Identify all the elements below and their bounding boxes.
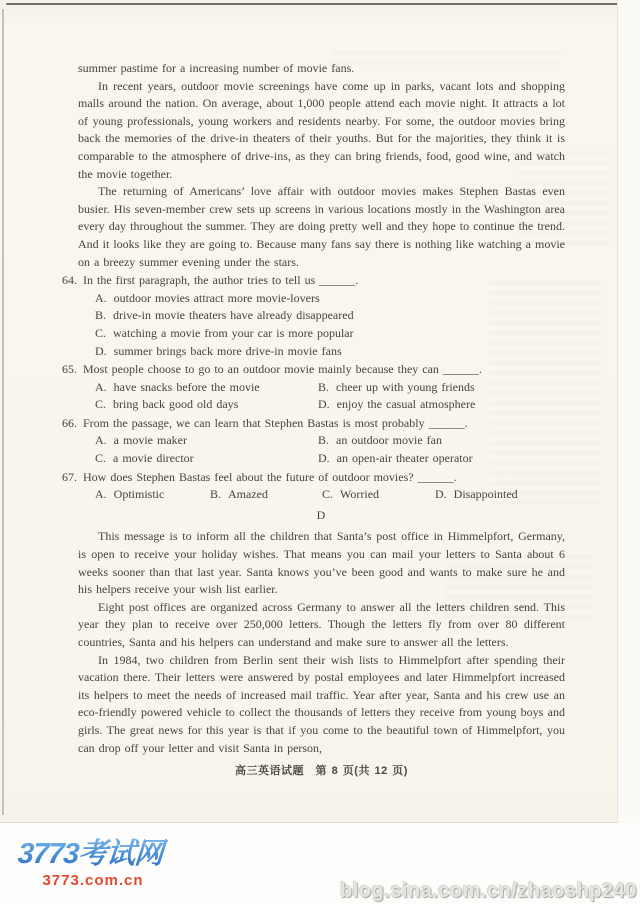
option-67a (95, 486, 210, 504)
option-text: outdoor movies attract more movie-lovers (113, 290, 320, 305)
option-67b (210, 486, 322, 504)
exam-text-content (62, 60, 565, 781)
scan-edge-top (6, 3, 630, 5)
option-key: A. (95, 433, 107, 448)
option-67d (435, 486, 565, 504)
option-key: D. (95, 343, 107, 358)
question-stem-text: Most people choose to go to an outdoor movie mainly because they can ______. (83, 362, 482, 377)
option-65a (95, 379, 318, 397)
site-logo-text: 3773考试网 (17, 831, 170, 872)
option-text: have snacks before the movie (113, 379, 260, 394)
option-key: B. (95, 308, 107, 323)
option-65c (95, 396, 318, 414)
question-stem-text: From the passage, we can learn that Stephen Bastas is most probably ______. (83, 415, 468, 430)
question-number: 66. (62, 415, 77, 430)
option-text: enjoy the casual atmosphere (336, 397, 476, 412)
option-text: an outdoor movie fan (336, 433, 442, 448)
options-two-column (95, 432, 565, 467)
question-67 (62, 469, 565, 504)
option-64c (95, 325, 565, 343)
option-key: C. (95, 397, 107, 412)
option-65d (318, 396, 565, 414)
question-stem (62, 415, 565, 433)
options-one-row (95, 486, 565, 504)
question-stem (62, 469, 565, 487)
option-text: summer brings back more drive-in movie fans (113, 343, 342, 358)
option-text: Disappointed (453, 487, 518, 502)
option-key: D. (435, 487, 447, 502)
question-stem-text: How does Stephen Bastas feel about the future of outdoor movies? ______. (83, 469, 457, 484)
option-key: C. (322, 487, 334, 502)
passage-d-paragraph: This message is to inform all the children that Santa’s post office in Himmelpfort, Germany, is open to receive your holiday wishes. That means you can mail your letters to Santa about 6 weeks sooner than that last year. Santa knows you’ve been good and wants to make sure he and his helpers receive your wish list earlier. (78, 529, 565, 597)
passage-c-paragraph: In recent years, outdoor movie screenings have come up in parks, vacant lots and shopping malls around the nation. On average, about 1,000 people attend each movie night. It attracts a lot of young professionals, young workers and residents nearby. For some, the outdoor movies bring back the memories of the drive-in theaters of their youths. But for the majorities, they think it is comparable to the atmosphere of drive-ins, as they can bring friends, food, good wine, and watch the movie together. (78, 78, 565, 181)
option-key: B. (318, 379, 330, 394)
question-number: 64. (62, 273, 77, 288)
option-key: B. (318, 433, 330, 448)
option-text: cheer up with young friends (336, 379, 475, 394)
section-d-heading: D (316, 507, 327, 522)
blog-watermark: blog.sina.com.cn/zhaoshp240 (340, 880, 637, 902)
scan-edge-left (2, 9, 4, 815)
question-list (62, 272, 565, 504)
question-number: 65. (62, 362, 77, 377)
option-64a (95, 290, 565, 308)
option-text: Worried (340, 487, 380, 502)
option-text: bring back good old days (113, 397, 239, 412)
page-footer: 高三英语试题 第 8 页(共 12 页) (235, 765, 408, 778)
option-key: B. (210, 487, 222, 502)
options-two-column (95, 379, 565, 414)
option-64d (95, 343, 565, 361)
question-65 (62, 361, 565, 414)
option-text: a movie director (113, 451, 194, 466)
option-key: D. (318, 451, 330, 466)
option-65b (318, 379, 565, 397)
option-text: an open-air theater operator (336, 451, 473, 466)
option-66a (95, 432, 318, 450)
option-key: A. (95, 290, 107, 305)
options-stacked (95, 290, 565, 360)
passage-d-paragraph: In 1984, two children from Berlin sent their wish lists to Himmelpfort after spending their vacation there. Their letters were answered by postal employees and later Himmelpfort increased its helpers to meet the needs of increased mail traffic. Year after year, Santa and his crew use an eco-friendly powered vehicle to collect the thousands of letters they receive from young boys and girls. The great news for this year is that if you come to the beautiful town of Himmelpfort, you can drop off your letter and visit Santa in person, (78, 652, 565, 755)
page-right-edge (617, 0, 640, 823)
option-text: a movie maker (113, 433, 187, 448)
option-key: C. (95, 451, 107, 466)
passage-c-paragraph: The returning of Americans’ love affair with outdoor movies makes Stephen Bastas even busier. His seven-member crew sets up screens in various locations mostly in the Washington area every day throughout the summer. They are doing pretty well and they hope to continue the trend. And it looks like they are going to. Because many fans say there is nothing like watching a movie on a breezy summer evening under the stars. (78, 184, 565, 269)
option-key: D. (318, 397, 330, 412)
option-text: drive-in movie theaters have already disappeared (113, 308, 354, 323)
question-stem-text: In the first paragraph, the author tries to tell us ______. (83, 273, 359, 288)
watermark-strip (0, 823, 640, 904)
option-text: watching a movie from your car is more popular (113, 325, 354, 340)
option-66d (318, 450, 565, 468)
option-key: A. (95, 379, 107, 394)
option-text: Optimistic (113, 487, 165, 502)
option-64b (95, 307, 565, 325)
option-66b (318, 432, 565, 450)
passage-d-paragraph: Eight post offices are organized across Germany to answer all the letters children send. This year they plan to receive over 250,000 letters. Though the letters fly from over 80 different countries, Santa and his helpers can understand and make sure to answer all the letters. (78, 599, 565, 649)
question-stem (62, 361, 565, 379)
question-66 (62, 415, 565, 468)
option-key: C. (95, 325, 107, 340)
option-key: A. (95, 487, 107, 502)
question-64 (62, 272, 565, 360)
site-url-text: 3773.com.cn (42, 872, 144, 889)
option-text: Amazed (228, 487, 268, 502)
option-66c (95, 450, 318, 468)
option-67c (322, 486, 435, 504)
site-watermark (18, 831, 168, 889)
question-number: 67. (62, 469, 77, 484)
passage-c-continuation-line: summer pastime for a increasing number of movie fans. (78, 61, 355, 75)
question-stem (62, 272, 565, 290)
